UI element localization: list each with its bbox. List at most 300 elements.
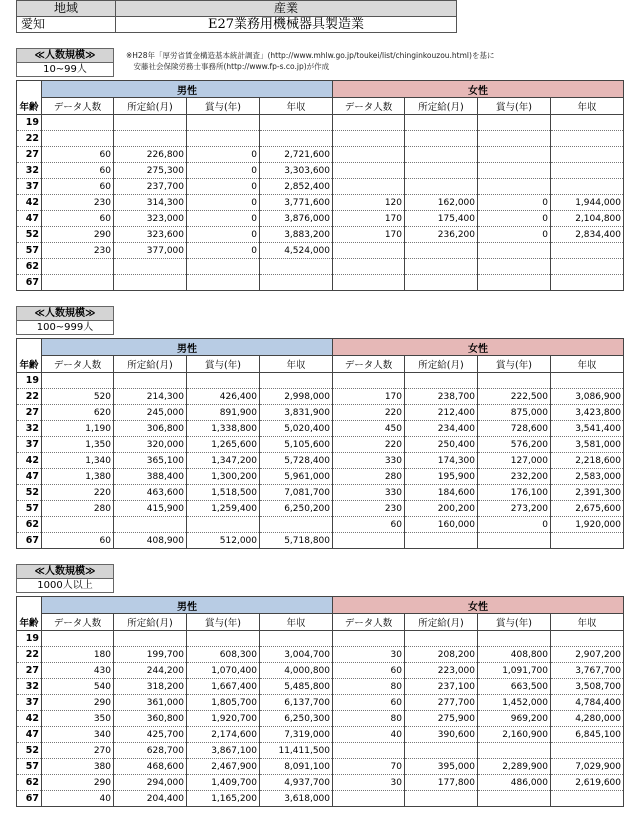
column-header-annual: 年収 — [551, 614, 624, 631]
value-cell: 5,728,400 — [260, 453, 333, 469]
value-cell — [187, 131, 260, 147]
value-cell: 1,409,700 — [187, 775, 260, 791]
value-cell — [333, 179, 405, 195]
age-cell: 52 — [17, 743, 42, 759]
value-cell — [114, 131, 187, 147]
value-cell: 214,300 — [114, 389, 187, 405]
value-cell: 360,800 — [114, 711, 187, 727]
value-cell — [42, 631, 114, 647]
age-cell: 67 — [17, 275, 42, 291]
value-cell — [42, 373, 114, 389]
table-row — [17, 259, 624, 275]
value-cell: 3,508,700 — [551, 679, 624, 695]
column-header-salary: 所定給(月) — [114, 98, 187, 115]
value-cell: 4,937,700 — [260, 775, 333, 791]
value-cell — [333, 115, 405, 131]
value-cell: 3,767,700 — [551, 663, 624, 679]
value-cell: 486,000 — [478, 775, 551, 791]
value-cell — [551, 259, 624, 275]
value-cell — [478, 743, 551, 759]
column-header-count: データ人数 — [42, 98, 114, 115]
age-cell: 32 — [17, 163, 42, 179]
table-row — [17, 759, 624, 775]
table-row — [17, 517, 624, 533]
age-cell: 32 — [17, 421, 42, 437]
value-cell: 520 — [42, 389, 114, 405]
column-header-bonus: 賞与(年) — [187, 356, 260, 373]
value-cell — [405, 743, 478, 759]
value-cell — [551, 373, 624, 389]
table-row — [17, 727, 624, 743]
value-cell: 1,338,800 — [187, 421, 260, 437]
age-cell: 37 — [17, 437, 42, 453]
value-cell: 60 — [333, 663, 405, 679]
value-cell: 170 — [333, 211, 405, 227]
header-table — [16, 0, 457, 33]
value-cell: 273,200 — [478, 501, 551, 517]
value-cell: 0 — [187, 227, 260, 243]
value-cell: 875,000 — [478, 405, 551, 421]
value-cell: 1,165,200 — [187, 791, 260, 807]
age-cell: 42 — [17, 453, 42, 469]
value-cell — [260, 517, 333, 533]
value-cell: 1,070,400 — [187, 663, 260, 679]
value-cell — [551, 131, 624, 147]
value-cell: 5,105,600 — [260, 437, 333, 453]
age-cell: 27 — [17, 147, 42, 163]
corner-cell — [17, 597, 42, 614]
value-cell: 290 — [42, 775, 114, 791]
value-cell: 3,883,200 — [260, 227, 333, 243]
value-cell: 220 — [333, 437, 405, 453]
value-cell: 2,998,000 — [260, 389, 333, 405]
table-row — [17, 695, 624, 711]
value-cell: 395,000 — [405, 759, 478, 775]
table-row — [17, 533, 624, 549]
value-cell: 512,000 — [187, 533, 260, 549]
value-cell: 415,900 — [114, 501, 187, 517]
value-cell: 60 — [42, 163, 114, 179]
value-cell: 1,347,200 — [187, 453, 260, 469]
value-cell: 0 — [187, 195, 260, 211]
value-cell: 388,400 — [114, 469, 187, 485]
column-header-bonus: 賞与(年) — [478, 356, 551, 373]
value-cell: 540 — [42, 679, 114, 695]
value-cell — [114, 517, 187, 533]
value-cell — [333, 791, 405, 807]
column-header-count: データ人数 — [333, 356, 405, 373]
value-cell: 323,600 — [114, 227, 187, 243]
value-cell: 1,091,700 — [478, 663, 551, 679]
table-row — [17, 373, 624, 389]
value-cell: 0 — [187, 179, 260, 195]
age-cell: 47 — [17, 211, 42, 227]
value-cell — [405, 163, 478, 179]
age-cell: 22 — [17, 131, 42, 147]
male-header: 男性 — [42, 597, 333, 614]
table-row — [17, 405, 624, 421]
value-cell: 468,600 — [114, 759, 187, 775]
column-header-count: データ人数 — [42, 614, 114, 631]
size-tag: ≪人数規模≫ — [16, 564, 114, 579]
column-header-bonus: 賞与(年) — [187, 614, 260, 631]
value-cell: 127,000 — [478, 453, 551, 469]
value-cell — [260, 115, 333, 131]
value-cell — [187, 115, 260, 131]
value-cell — [114, 631, 187, 647]
value-cell: 7,081,700 — [260, 485, 333, 501]
value-cell — [405, 179, 478, 195]
value-cell: 199,700 — [114, 647, 187, 663]
value-cell: 4,280,000 — [551, 711, 624, 727]
age-cell: 42 — [17, 711, 42, 727]
value-cell: 318,200 — [114, 679, 187, 695]
region-label: 地域 — [17, 1, 116, 17]
value-cell: 236,200 — [405, 227, 478, 243]
value-cell: 237,100 — [405, 679, 478, 695]
value-cell: 1,265,600 — [187, 437, 260, 453]
table-row — [17, 663, 624, 679]
value-cell: 3,004,700 — [260, 647, 333, 663]
corner-cell — [17, 339, 42, 356]
value-cell: 280 — [333, 469, 405, 485]
value-cell: 0 — [478, 195, 551, 211]
value-cell: 60 — [333, 517, 405, 533]
value-cell: 177,800 — [405, 775, 478, 791]
value-cell: 0 — [478, 227, 551, 243]
value-cell — [551, 147, 624, 163]
value-cell: 969,200 — [478, 711, 551, 727]
table-row — [17, 389, 624, 405]
value-cell: 2,467,900 — [187, 759, 260, 775]
value-cell: 80 — [333, 711, 405, 727]
age-cell: 62 — [17, 517, 42, 533]
value-cell: 430 — [42, 663, 114, 679]
value-cell: 170 — [333, 227, 405, 243]
table-row — [17, 179, 624, 195]
value-cell: 2,907,200 — [551, 647, 624, 663]
size-value: 10~99人 — [16, 63, 114, 77]
value-cell: 2,852,400 — [260, 179, 333, 195]
table-row — [17, 421, 624, 437]
source-note — [126, 50, 494, 72]
age-cell: 67 — [17, 533, 42, 549]
value-cell: 40 — [333, 727, 405, 743]
value-cell: 425,700 — [114, 727, 187, 743]
value-cell — [551, 631, 624, 647]
column-header-age: 年齢 — [17, 98, 42, 115]
region-value: 愛知 — [17, 17, 116, 33]
value-cell — [551, 743, 624, 759]
value-cell: 361,000 — [114, 695, 187, 711]
column-header-age: 年齢 — [17, 356, 42, 373]
table-row — [17, 195, 624, 211]
value-cell: 2,218,600 — [551, 453, 624, 469]
column-header-annual: 年収 — [551, 98, 624, 115]
age-cell: 19 — [17, 373, 42, 389]
age-cell: 52 — [17, 485, 42, 501]
value-cell — [260, 275, 333, 291]
value-cell: 70 — [333, 759, 405, 775]
value-cell: 230 — [42, 243, 114, 259]
source-note-line1: ※H28年「厚労省賃金構造基本統計調査」(http://www.mhlw.go.jp/toukei/list/chinginkouzou.html)を基に — [126, 51, 495, 60]
table-row — [17, 453, 624, 469]
value-cell — [478, 115, 551, 131]
value-cell: 1,452,000 — [478, 695, 551, 711]
value-cell — [478, 631, 551, 647]
age-cell: 22 — [17, 389, 42, 405]
value-cell: 5,020,400 — [260, 421, 333, 437]
value-cell: 200,200 — [405, 501, 478, 517]
value-cell — [405, 533, 478, 549]
age-cell: 37 — [17, 695, 42, 711]
value-cell: 120 — [333, 195, 405, 211]
value-cell: 2,619,600 — [551, 775, 624, 791]
value-cell: 230 — [333, 501, 405, 517]
table-row — [17, 211, 624, 227]
value-cell: 1,350 — [42, 437, 114, 453]
value-cell — [551, 533, 624, 549]
size-value: 100~999人 — [16, 321, 114, 335]
column-header-salary: 所定給(月) — [405, 614, 478, 631]
age-cell: 62 — [17, 775, 42, 791]
value-cell: 891,900 — [187, 405, 260, 421]
value-cell — [42, 115, 114, 131]
column-header-bonus: 賞与(年) — [478, 98, 551, 115]
value-cell: 226,800 — [114, 147, 187, 163]
value-cell: 6,845,100 — [551, 727, 624, 743]
value-cell — [478, 131, 551, 147]
industry-label: 産業 — [116, 1, 457, 17]
value-cell: 3,618,000 — [260, 791, 333, 807]
value-cell: 663,500 — [478, 679, 551, 695]
table-row — [17, 469, 624, 485]
value-cell: 1,944,000 — [551, 195, 624, 211]
value-cell — [260, 131, 333, 147]
value-cell — [478, 275, 551, 291]
value-cell: 2,675,600 — [551, 501, 624, 517]
value-cell: 270 — [42, 743, 114, 759]
value-cell — [405, 147, 478, 163]
value-cell — [405, 791, 478, 807]
table-row — [17, 163, 624, 179]
age-cell: 37 — [17, 179, 42, 195]
value-cell: 220 — [42, 485, 114, 501]
value-cell: 180 — [42, 647, 114, 663]
value-cell — [260, 259, 333, 275]
table-row — [17, 501, 624, 517]
value-cell: 728,600 — [478, 421, 551, 437]
value-cell: 5,718,800 — [260, 533, 333, 549]
value-cell — [478, 533, 551, 549]
age-cell: 57 — [17, 243, 42, 259]
value-cell: 184,600 — [405, 485, 478, 501]
value-cell: 222,500 — [478, 389, 551, 405]
female-header: 女性 — [333, 81, 624, 98]
value-cell: 2,721,600 — [260, 147, 333, 163]
value-cell — [187, 373, 260, 389]
female-header: 女性 — [333, 597, 624, 614]
value-cell: 3,867,100 — [187, 743, 260, 759]
value-cell: 275,900 — [405, 711, 478, 727]
column-header-count: データ人数 — [333, 614, 405, 631]
age-cell: 62 — [17, 259, 42, 275]
value-cell: 3,303,600 — [260, 163, 333, 179]
column-header-salary: 所定給(月) — [405, 98, 478, 115]
value-cell: 8,091,100 — [260, 759, 333, 775]
wage-table — [16, 80, 624, 291]
value-cell — [187, 517, 260, 533]
column-header-bonus: 賞与(年) — [187, 98, 260, 115]
value-cell — [114, 115, 187, 131]
value-cell: 223,000 — [405, 663, 478, 679]
size-tag: ≪人数規模≫ — [16, 48, 114, 63]
value-cell: 60 — [42, 533, 114, 549]
value-cell: 628,700 — [114, 743, 187, 759]
value-cell: 1,259,400 — [187, 501, 260, 517]
value-cell — [333, 131, 405, 147]
table-row — [17, 791, 624, 807]
value-cell — [333, 163, 405, 179]
table-row — [17, 743, 624, 759]
value-cell: 408,800 — [478, 647, 551, 663]
value-cell: 3,581,000 — [551, 437, 624, 453]
column-header-salary: 所定給(月) — [405, 356, 478, 373]
value-cell: 2,391,300 — [551, 485, 624, 501]
value-cell: 220 — [333, 405, 405, 421]
value-cell: 6,137,700 — [260, 695, 333, 711]
value-cell — [333, 243, 405, 259]
value-cell: 4,000,800 — [260, 663, 333, 679]
value-cell: 1,667,400 — [187, 679, 260, 695]
value-cell: 320,000 — [114, 437, 187, 453]
value-cell: 280 — [42, 501, 114, 517]
value-cell — [42, 517, 114, 533]
value-cell: 30 — [333, 647, 405, 663]
value-cell — [405, 631, 478, 647]
value-cell — [478, 243, 551, 259]
value-cell: 6,250,300 — [260, 711, 333, 727]
age-cell: 27 — [17, 405, 42, 421]
value-cell — [551, 115, 624, 131]
value-cell — [405, 275, 478, 291]
table-row — [17, 485, 624, 501]
column-header-count: データ人数 — [42, 356, 114, 373]
value-cell: 195,900 — [405, 469, 478, 485]
value-cell: 0 — [187, 163, 260, 179]
value-cell: 60 — [333, 695, 405, 711]
age-cell: 19 — [17, 115, 42, 131]
age-cell: 57 — [17, 501, 42, 517]
value-cell: 3,086,900 — [551, 389, 624, 405]
value-cell: 204,400 — [114, 791, 187, 807]
value-cell — [478, 373, 551, 389]
value-cell: 2,104,800 — [551, 211, 624, 227]
value-cell: 463,600 — [114, 485, 187, 501]
value-cell — [333, 743, 405, 759]
value-cell: 234,400 — [405, 421, 478, 437]
value-cell — [333, 259, 405, 275]
value-cell — [478, 163, 551, 179]
value-cell: 238,700 — [405, 389, 478, 405]
age-cell: 52 — [17, 227, 42, 243]
value-cell: 340 — [42, 727, 114, 743]
value-cell — [478, 791, 551, 807]
size-value: 1000人以上 — [16, 579, 114, 593]
value-cell: 237,700 — [114, 179, 187, 195]
value-cell: 2,289,900 — [478, 759, 551, 775]
value-cell: 80 — [333, 679, 405, 695]
value-cell: 5,485,800 — [260, 679, 333, 695]
value-cell: 30 — [333, 775, 405, 791]
value-cell: 290 — [42, 227, 114, 243]
column-header-annual: 年収 — [551, 356, 624, 373]
value-cell: 350 — [42, 711, 114, 727]
value-cell: 160,000 — [405, 517, 478, 533]
value-cell: 212,400 — [405, 405, 478, 421]
table-row — [17, 647, 624, 663]
column-header-bonus: 賞与(年) — [478, 614, 551, 631]
value-cell: 1,920,700 — [187, 711, 260, 727]
male-header: 男性 — [42, 81, 333, 98]
table-row — [17, 243, 624, 259]
table-row — [17, 775, 624, 791]
value-cell: 608,300 — [187, 647, 260, 663]
column-header-annual: 年収 — [260, 98, 333, 115]
age-cell: 67 — [17, 791, 42, 807]
value-cell: 208,200 — [405, 647, 478, 663]
value-cell: 323,000 — [114, 211, 187, 227]
value-cell: 380 — [42, 759, 114, 775]
table-row — [17, 679, 624, 695]
table-row — [17, 131, 624, 147]
age-cell: 47 — [17, 469, 42, 485]
column-header-annual: 年収 — [260, 356, 333, 373]
wage-table — [16, 596, 624, 807]
value-cell: 294,000 — [114, 775, 187, 791]
value-cell: 365,100 — [114, 453, 187, 469]
value-cell: 576,200 — [478, 437, 551, 453]
value-cell: 162,000 — [405, 195, 478, 211]
value-cell: 244,200 — [114, 663, 187, 679]
value-cell — [333, 275, 405, 291]
value-cell: 3,423,800 — [551, 405, 624, 421]
value-cell — [42, 259, 114, 275]
value-cell — [551, 243, 624, 259]
value-cell: 1,805,700 — [187, 695, 260, 711]
value-cell: 3,876,000 — [260, 211, 333, 227]
age-cell: 27 — [17, 663, 42, 679]
value-cell: 176,100 — [478, 485, 551, 501]
male-header: 男性 — [42, 339, 333, 356]
value-cell: 1,300,200 — [187, 469, 260, 485]
value-cell: 1,920,000 — [551, 517, 624, 533]
value-cell: 277,700 — [405, 695, 478, 711]
age-cell: 57 — [17, 759, 42, 775]
value-cell: 230 — [42, 195, 114, 211]
value-cell — [551, 179, 624, 195]
industry-value: E27業務用機械器具製造業 — [116, 17, 457, 33]
value-cell — [478, 259, 551, 275]
age-cell: 42 — [17, 195, 42, 211]
value-cell — [187, 631, 260, 647]
value-cell: 232,200 — [478, 469, 551, 485]
value-cell: 390,600 — [405, 727, 478, 743]
value-cell: 6,250,200 — [260, 501, 333, 517]
corner-cell — [17, 81, 42, 98]
value-cell: 0 — [187, 243, 260, 259]
value-cell: 5,961,000 — [260, 469, 333, 485]
